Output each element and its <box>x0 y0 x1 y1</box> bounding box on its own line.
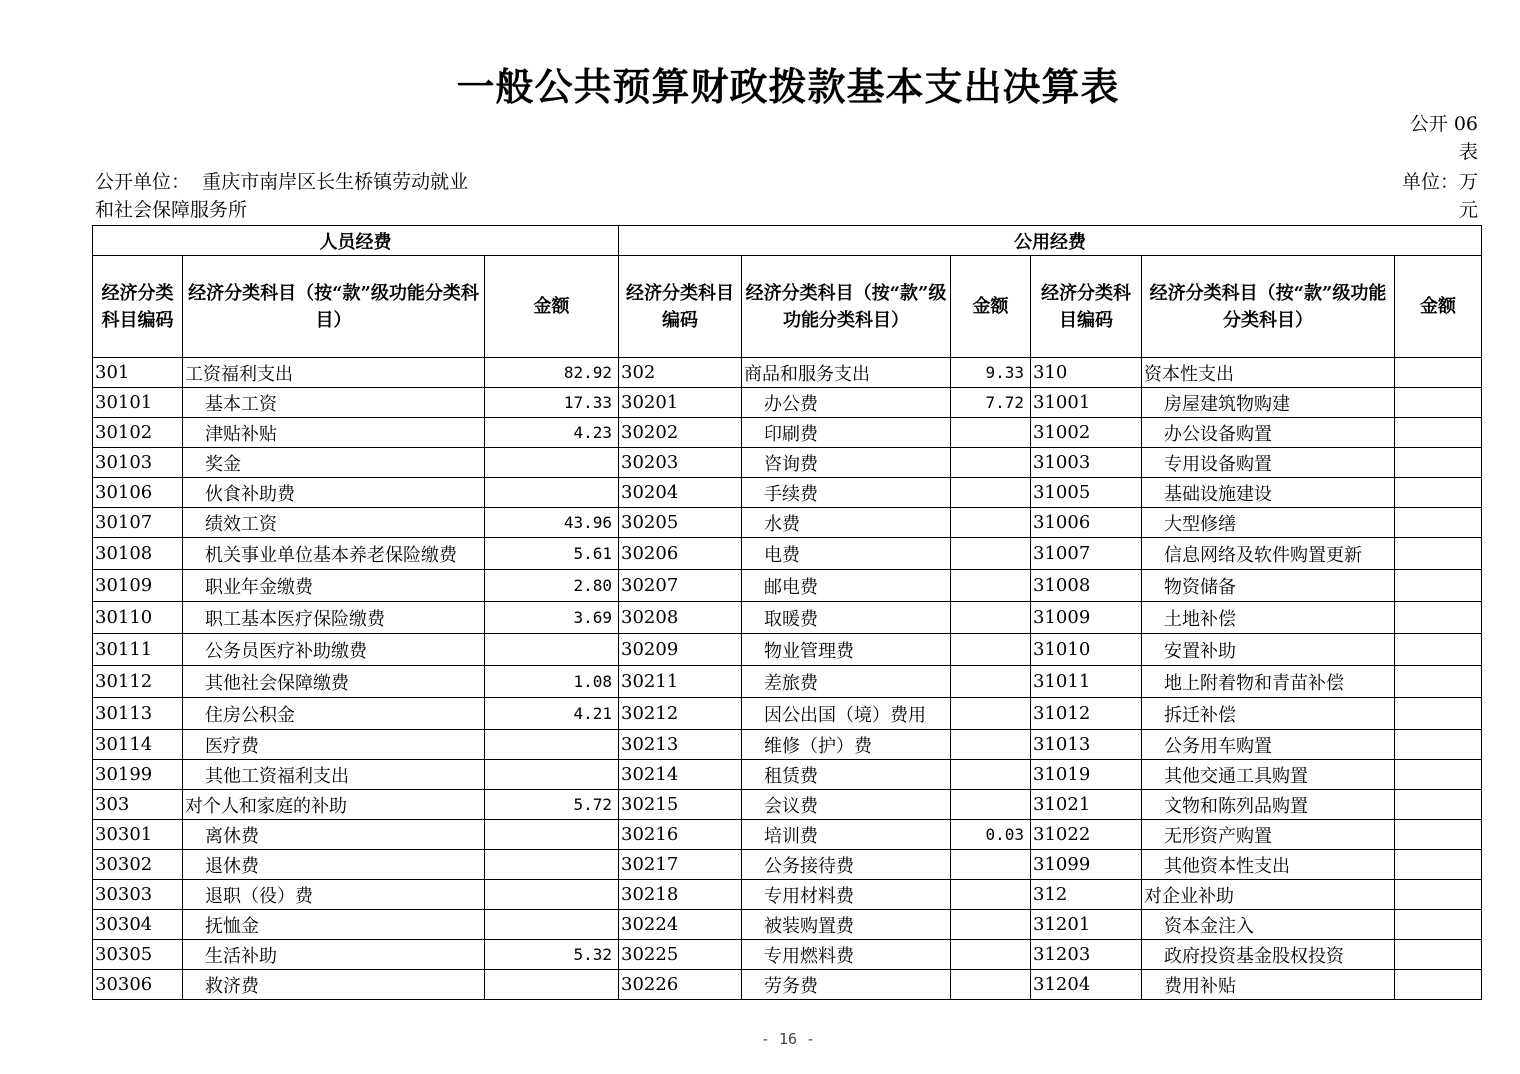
cell-c-amount <box>1395 910 1482 940</box>
cell-g-code: 30218 <box>619 880 742 910</box>
reporting-unit <box>95 168 485 224</box>
cell-p-amount <box>485 760 619 790</box>
cell-p-code: 303 <box>93 790 183 820</box>
table-row <box>93 970 1482 1000</box>
cell-c-code: 31009 <box>1031 602 1142 634</box>
cell-c-amount <box>1395 940 1482 970</box>
cell-c-name: 其他资本性支出 <box>1142 850 1395 880</box>
cell-g-code: 30212 <box>619 698 742 730</box>
cell-g-amount <box>951 570 1031 602</box>
cell-c-code: 31001 <box>1031 388 1142 418</box>
cell-p-name: 基本工资 <box>183 388 485 418</box>
cell-p-name: 对个人和家庭的补助 <box>183 790 485 820</box>
table-row <box>93 634 1482 666</box>
cell-g-amount <box>951 538 1031 570</box>
cell-p-name: 伙食补助费 <box>183 478 485 508</box>
cell-p-code: 30108 <box>93 538 183 570</box>
cell-c-name: 专用设备购置 <box>1142 448 1395 478</box>
cell-g-amount: 7.72 <box>951 388 1031 418</box>
cell-c-name: 其他交通工具购置 <box>1142 760 1395 790</box>
cell-g-name: 会议费 <box>742 790 951 820</box>
cell-p-code: 30106 <box>93 478 183 508</box>
cell-g-code: 30226 <box>619 970 742 1000</box>
cell-g-amount <box>951 730 1031 760</box>
cell-g-code: 30207 <box>619 570 742 602</box>
cell-g-amount <box>951 910 1031 940</box>
cell-g-code: 30224 <box>619 910 742 940</box>
header-c-code: 经济分类科目编码 <box>1031 256 1142 358</box>
cell-c-amount <box>1395 666 1482 698</box>
cell-g-name: 劳务费 <box>742 970 951 1000</box>
cell-p-amount: 5.72 <box>485 790 619 820</box>
cell-p-code: 30102 <box>93 418 183 448</box>
cell-g-name: 水费 <box>742 508 951 538</box>
table-row <box>93 790 1482 820</box>
cell-c-code: 31007 <box>1031 538 1142 570</box>
cell-g-name: 邮电费 <box>742 570 951 602</box>
table-row <box>93 602 1482 634</box>
cell-p-amount: 17.33 <box>485 388 619 418</box>
cell-g-name: 公务接待费 <box>742 850 951 880</box>
cell-g-amount <box>951 940 1031 970</box>
cell-c-code: 31019 <box>1031 760 1142 790</box>
header-c-amount: 金额 <box>1395 256 1482 358</box>
cell-p-name: 其他工资福利支出 <box>183 760 485 790</box>
table-row <box>93 570 1482 602</box>
cell-c-name: 公务用车购置 <box>1142 730 1395 760</box>
cell-p-amount <box>485 850 619 880</box>
table-row <box>93 820 1482 850</box>
cell-p-name: 离休费 <box>183 820 485 850</box>
cell-g-code: 30217 <box>619 850 742 880</box>
cell-g-code: 30215 <box>619 790 742 820</box>
cell-c-amount <box>1395 602 1482 634</box>
cell-g-amount <box>951 970 1031 1000</box>
cell-g-code: 30202 <box>619 418 742 448</box>
cell-p-code: 30113 <box>93 698 183 730</box>
cell-p-amount: 82.92 <box>485 358 619 388</box>
cell-c-name: 信息网络及软件购置更新 <box>1142 538 1395 570</box>
cell-c-amount <box>1395 698 1482 730</box>
cell-c-code: 31003 <box>1031 448 1142 478</box>
cell-p-code: 30111 <box>93 634 183 666</box>
cell-c-name: 基础设施建设 <box>1142 478 1395 508</box>
group-public: 公用经费 <box>619 226 1482 256</box>
cell-c-name: 安置补助 <box>1142 634 1395 666</box>
cell-p-name: 绩效工资 <box>183 508 485 538</box>
cell-p-name: 机关事业单位基本养老保险缴费 <box>183 538 485 570</box>
cell-c-name: 地上附着物和青苗补偿 <box>1142 666 1395 698</box>
table-row <box>93 850 1482 880</box>
cell-c-amount <box>1395 850 1482 880</box>
cell-c-amount <box>1395 880 1482 910</box>
page-title: 一般公共预算财政拨款基本支出决算表 <box>456 64 1120 109</box>
table-row <box>93 666 1482 698</box>
cell-g-amount <box>951 790 1031 820</box>
cell-g-code: 302 <box>619 358 742 388</box>
cell-p-amount: 5.61 <box>485 538 619 570</box>
cell-g-code: 30214 <box>619 760 742 790</box>
cell-c-name: 资本金注入 <box>1142 910 1395 940</box>
cell-c-name: 土地补偿 <box>1142 602 1395 634</box>
cell-p-amount <box>485 820 619 850</box>
cell-p-code: 30110 <box>93 602 183 634</box>
cell-p-name: 职业年金缴费 <box>183 570 485 602</box>
cell-p-name: 生活补助 <box>183 940 485 970</box>
table-row <box>93 478 1482 508</box>
table-row <box>93 538 1482 570</box>
cell-c-code: 310 <box>1031 358 1142 388</box>
page-number: - 16 - <box>760 1030 816 1048</box>
cell-p-name: 退休费 <box>183 850 485 880</box>
cell-g-name: 印刷费 <box>742 418 951 448</box>
cell-p-name: 救济费 <box>183 970 485 1000</box>
cell-g-name: 专用燃料费 <box>742 940 951 970</box>
cell-g-name: 电费 <box>742 538 951 570</box>
cell-g-amount <box>951 850 1031 880</box>
cell-g-code: 30205 <box>619 508 742 538</box>
cell-c-code: 31011 <box>1031 666 1142 698</box>
cell-c-amount <box>1395 418 1482 448</box>
cell-p-amount <box>485 448 619 478</box>
unit-label: 公开单位： <box>95 171 191 193</box>
cell-g-name: 咨询费 <box>742 448 951 478</box>
cell-c-name: 拆迁补偿 <box>1142 698 1395 730</box>
cell-p-name: 公务员医疗补助缴费 <box>183 634 485 666</box>
cell-g-code: 30203 <box>619 448 742 478</box>
cell-g-code: 30225 <box>619 940 742 970</box>
cell-p-code: 30103 <box>93 448 183 478</box>
cell-c-code: 31010 <box>1031 634 1142 666</box>
cell-g-code: 30216 <box>619 820 742 850</box>
cell-g-name: 因公出国（境）费用 <box>742 698 951 730</box>
cell-g-name: 取暖费 <box>742 602 951 634</box>
header-g-amount: 金额 <box>951 256 1031 358</box>
cell-c-amount <box>1395 538 1482 570</box>
cell-c-name: 物资储备 <box>1142 570 1395 602</box>
header-p-name: 经济分类科目（按“款”级功能分类科目） <box>183 256 485 358</box>
cell-c-amount <box>1395 508 1482 538</box>
cell-p-amount <box>485 910 619 940</box>
cell-p-name: 其他社会保障缴费 <box>183 666 485 698</box>
cell-g-name: 物业管理费 <box>742 634 951 666</box>
cell-p-amount <box>485 730 619 760</box>
cell-p-name: 退职（役）费 <box>183 880 485 910</box>
cell-g-amount <box>951 418 1031 448</box>
cell-p-amount: 4.23 <box>485 418 619 448</box>
cell-p-code: 30101 <box>93 388 183 418</box>
table-row <box>93 448 1482 478</box>
table-row <box>93 358 1482 388</box>
cell-c-amount <box>1395 358 1482 388</box>
cell-g-amount <box>951 666 1031 698</box>
cell-g-amount <box>951 478 1031 508</box>
cell-p-code: 30301 <box>93 820 183 850</box>
cell-c-code: 31203 <box>1031 940 1142 970</box>
cell-c-code: 31021 <box>1031 790 1142 820</box>
cell-p-code: 30306 <box>93 970 183 1000</box>
cell-g-code: 30213 <box>619 730 742 760</box>
cell-g-name: 被装购置费 <box>742 910 951 940</box>
cell-g-name: 租赁费 <box>742 760 951 790</box>
cell-p-code: 30305 <box>93 940 183 970</box>
cell-p-name: 医疗费 <box>183 730 485 760</box>
cell-g-amount: 0.03 <box>951 820 1031 850</box>
cell-g-amount <box>951 508 1031 538</box>
cell-p-code: 30107 <box>93 508 183 538</box>
expenditure-table <box>92 225 1482 1000</box>
cell-c-code: 31099 <box>1031 850 1142 880</box>
cell-p-amount: 3.69 <box>485 602 619 634</box>
table-row <box>93 418 1482 448</box>
cell-c-code: 31006 <box>1031 508 1142 538</box>
cell-g-code: 30204 <box>619 478 742 508</box>
cell-g-name: 办公费 <box>742 388 951 418</box>
cell-g-amount <box>951 698 1031 730</box>
cell-c-code: 31204 <box>1031 970 1142 1000</box>
cell-c-amount <box>1395 760 1482 790</box>
cell-c-name: 文物和陈列品购置 <box>1142 790 1395 820</box>
cell-p-code: 30199 <box>93 760 183 790</box>
cell-g-amount <box>951 880 1031 910</box>
cell-g-amount <box>951 634 1031 666</box>
table-row <box>93 760 1482 790</box>
cell-p-name: 津贴补贴 <box>183 418 485 448</box>
table-row <box>93 388 1482 418</box>
header-c-name: 经济分类科目（按“款”级功能分类科目） <box>1142 256 1395 358</box>
cell-p-code: 30304 <box>93 910 183 940</box>
cell-c-amount <box>1395 730 1482 760</box>
cell-g-name: 专用材料费 <box>742 880 951 910</box>
cell-c-code: 31008 <box>1031 570 1142 602</box>
cell-c-code: 31013 <box>1031 730 1142 760</box>
cell-p-code: 30114 <box>93 730 183 760</box>
cell-c-name: 资本性支出 <box>1142 358 1395 388</box>
cell-p-amount: 2.80 <box>485 570 619 602</box>
header-p-amount: 金额 <box>485 256 619 358</box>
cell-c-name: 大型修缮 <box>1142 508 1395 538</box>
cell-g-code: 30211 <box>619 666 742 698</box>
cell-g-code: 30201 <box>619 388 742 418</box>
cell-c-name: 房屋建筑物购建 <box>1142 388 1395 418</box>
cell-p-code: 30112 <box>93 666 183 698</box>
table-row <box>93 698 1482 730</box>
cell-c-code: 31002 <box>1031 418 1142 448</box>
cell-g-name: 差旅费 <box>742 666 951 698</box>
cell-p-name: 奖金 <box>183 448 485 478</box>
header-p-code: 经济分类科目编码 <box>93 256 183 358</box>
cell-p-code: 30303 <box>93 880 183 910</box>
cell-p-amount: 4.21 <box>485 698 619 730</box>
cell-p-name: 住房公积金 <box>183 698 485 730</box>
cell-c-amount <box>1395 634 1482 666</box>
cell-c-name: 无形资产购置 <box>1142 820 1395 850</box>
cell-g-name: 维修（护）费 <box>742 730 951 760</box>
cell-g-code: 30206 <box>619 538 742 570</box>
cell-c-code: 31201 <box>1031 910 1142 940</box>
cell-p-amount <box>485 478 619 508</box>
cell-c-amount <box>1395 478 1482 508</box>
cell-g-name: 培训费 <box>742 820 951 850</box>
header-g-name: 经济分类科目（按“款”级功能分类科目） <box>742 256 951 358</box>
header-g-code: 经济分类科目编码 <box>619 256 742 358</box>
cell-g-amount <box>951 448 1031 478</box>
cell-g-amount <box>951 760 1031 790</box>
cell-c-amount <box>1395 570 1482 602</box>
table-row <box>93 508 1482 538</box>
cell-p-amount: 5.32 <box>485 940 619 970</box>
cell-c-amount <box>1395 388 1482 418</box>
cell-c-code: 31005 <box>1031 478 1142 508</box>
cell-p-name: 抚恤金 <box>183 910 485 940</box>
currency-unit: 单位：万元 <box>1401 171 1478 221</box>
cell-p-amount <box>485 880 619 910</box>
cell-g-name: 商品和服务支出 <box>742 358 951 388</box>
table-row <box>93 730 1482 760</box>
cell-c-code: 312 <box>1031 880 1142 910</box>
table-row <box>93 880 1482 910</box>
cell-p-code: 30109 <box>93 570 183 602</box>
cell-g-amount: 9.33 <box>951 358 1031 388</box>
cell-p-amount <box>485 970 619 1000</box>
cell-c-name: 政府投资基金股权投资 <box>1142 940 1395 970</box>
cell-p-amount: 43.96 <box>485 508 619 538</box>
form-number: 公开 06 表 <box>1409 113 1478 163</box>
unit-name: 重庆市南岸区长生桥镇劳动就业和社会保障服务所 <box>95 171 469 221</box>
cell-c-amount <box>1395 970 1482 1000</box>
cell-c-name: 费用补贴 <box>1142 970 1395 1000</box>
cell-g-name: 手续费 <box>742 478 951 508</box>
cell-p-name: 职工基本医疗保险缴费 <box>183 602 485 634</box>
cell-c-code: 31022 <box>1031 820 1142 850</box>
cell-c-code: 31012 <box>1031 698 1142 730</box>
cell-c-amount <box>1395 790 1482 820</box>
cell-p-code: 30302 <box>93 850 183 880</box>
cell-p-amount <box>485 634 619 666</box>
table-row <box>93 940 1482 970</box>
cell-g-code: 30208 <box>619 602 742 634</box>
cell-g-amount <box>951 602 1031 634</box>
cell-c-amount <box>1395 820 1482 850</box>
table-row <box>93 910 1482 940</box>
cell-c-name: 办公设备购置 <box>1142 418 1395 448</box>
group-personnel: 人员经费 <box>93 226 619 256</box>
cell-p-amount: 1.08 <box>485 666 619 698</box>
cell-c-name: 对企业补助 <box>1142 880 1395 910</box>
cell-c-amount <box>1395 448 1482 478</box>
cell-p-code: 301 <box>93 358 183 388</box>
cell-g-code: 30209 <box>619 634 742 666</box>
cell-p-name: 工资福利支出 <box>183 358 485 388</box>
